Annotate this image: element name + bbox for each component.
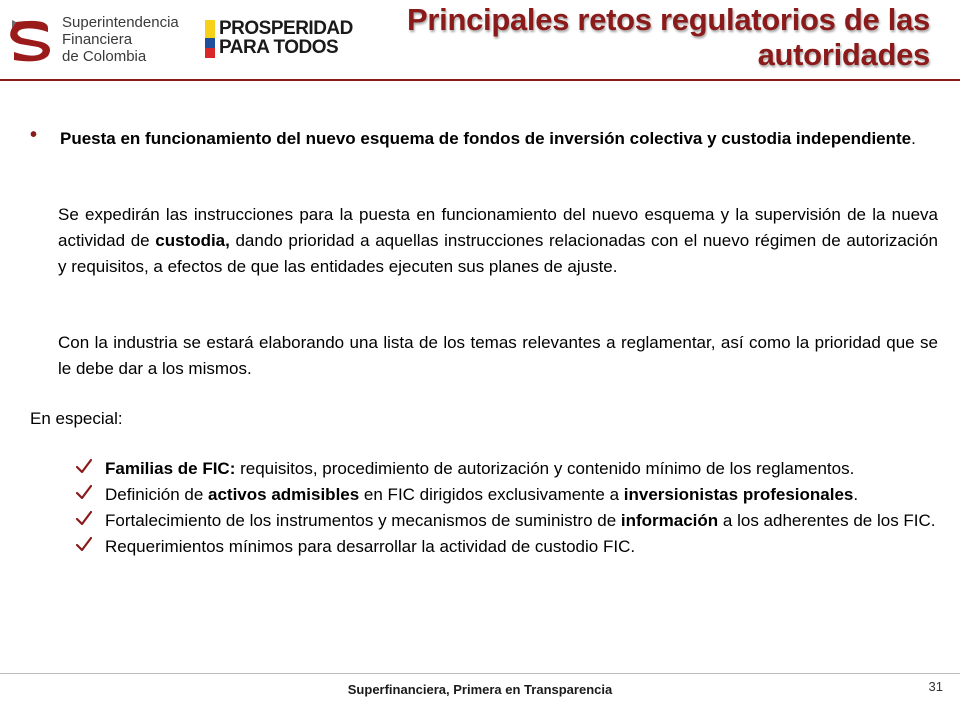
logo-line: de Colombia: [62, 48, 147, 65]
bullet-suffix: .: [911, 129, 916, 148]
logo-line: PARA TODOS: [219, 37, 339, 58]
prosperidad-logo: [205, 18, 353, 60]
priorities-checklist: [75, 456, 940, 560]
footer-divider: [0, 673, 960, 674]
prosperidad-logo-text: [219, 19, 353, 57]
title-line: Principales retos regulatorios de las: [407, 2, 930, 37]
checklist-item: [75, 456, 940, 482]
item-bold-text: información: [620, 511, 719, 530]
bullet-icon: •: [30, 124, 38, 146]
page-number: 31: [928, 679, 943, 694]
paragraph-text: dando prioridad a aquellas instrucciones relacionadas con el nuevo régimen de autorización y requisitos, a efectos de que las entidades ejecuten sus planes de ajuste.: [58, 231, 938, 276]
checkmark-icon: [75, 457, 93, 475]
superfinanciera-logo: [8, 12, 183, 68]
logo-line: PROSPERIDAD: [219, 18, 353, 39]
item-text: Fortalecimiento de los instrumentos y mecanismos de suministro de: [105, 511, 621, 530]
colombia-flag-icon: [205, 20, 215, 58]
checkmark-icon: [75, 483, 93, 501]
item-text: Definición de: [105, 485, 209, 504]
checklist-item: [75, 482, 940, 508]
logo-line: Superintendencia: [62, 14, 179, 31]
item-text: requisitos, procedimiento de autorización y contenido mínimo de los reglamentos.: [235, 459, 855, 478]
footer-tagline: Superfinanciera, Primera en Transparencia: [347, 682, 613, 697]
item-text: Requerimientos mínimos para desarrollar la actividad de custodio FIC.: [105, 537, 636, 556]
slide-title: [370, 2, 930, 72]
paragraph-instructions: [58, 202, 938, 280]
item-bold-text: activos admisibles: [208, 485, 360, 504]
item-text: .: [853, 485, 859, 504]
item-bold-text: inversionistas profesionales: [623, 485, 854, 504]
item-text: en FIC dirigidos exclusivamente a: [359, 485, 624, 504]
superfinanciera-logo-text: [62, 14, 179, 65]
checkmark-icon: [75, 535, 93, 553]
paragraph-bold-text: custodia,: [155, 231, 230, 250]
title-divider: [0, 79, 960, 81]
item-text: a los adherentes de los FIC.: [718, 511, 936, 530]
slide-header: [0, 0, 960, 80]
checkmark-icon: [75, 509, 93, 527]
paragraph-industry: Con la industria se estará elaborando una lista de los temas relevantes a reglamentar, así como la prioridad que se le debe dar a los mismos.: [58, 333, 938, 378]
main-bullet-text: [60, 126, 938, 152]
especial-label: En especial:: [30, 409, 123, 428]
logo-line: Financiera: [62, 31, 133, 48]
checklist-item: [75, 508, 940, 534]
checklist-item: [75, 534, 940, 560]
item-bold-text: Familias de FIC:: [105, 459, 236, 478]
paragraph-text: Se expedirán las instrucciones para la puesta en funcionamiento del nuevo esquema y la supervisión de la nueva actividad de: [58, 205, 938, 250]
title-line: autoridades: [757, 37, 930, 72]
bullet-bold-text: Puesta en funcionamiento del nuevo esquema de fondos de inversión colectiva y custodia independiente: [60, 129, 912, 148]
superfinanciera-mark-icon: [8, 16, 54, 64]
